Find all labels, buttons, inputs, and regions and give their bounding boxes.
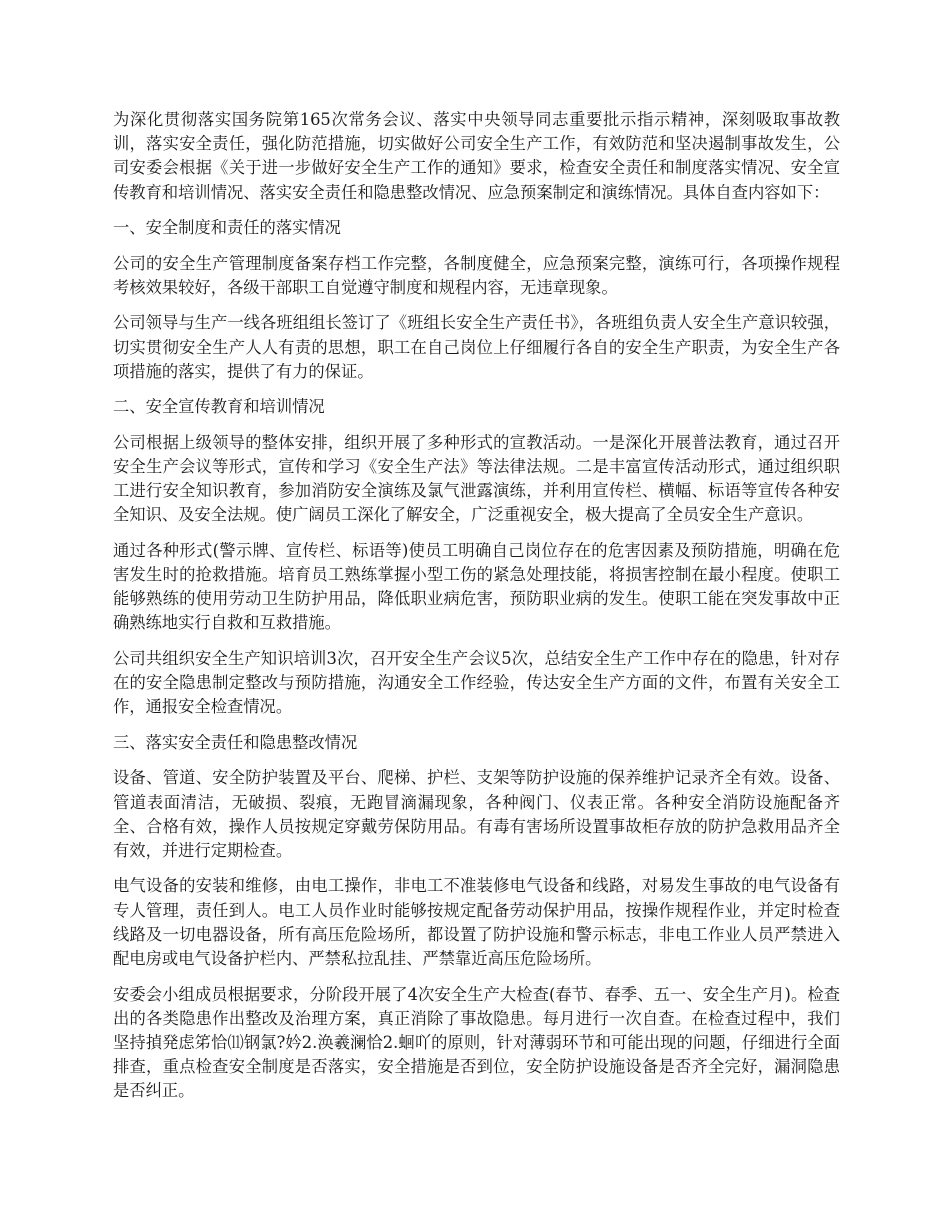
document-body (113, 108, 840, 1115)
section-3-paragraph-2: 电气设备的安装和维修，由电工操作，非电工不准装修电气设备和线路，对易发生事故的电气设备有专人管理，责任到人。电工人员作业时能够按规定配备劳动保护用品，按操作规程作业，并定时检查线路及一切电器设备，所有高压危险场所，都设置了防护设施和警示标志，非电工作业人员严禁进入配电房或电气设备护栏内、严禁私拉乱挂、严禁靠近高压危险场所。 (113, 876, 840, 969)
section-3-paragraph-3: 安委会小组成员根据要求，分阶段开展了4次安全生产大检查(春节、春季、五一、安全生产月)。检查出的各类隐患作出整改及治理方案，真正消除了事故隐患。每月进行一次自查。在检查过程中，我们坚持揁発虑笫恰⑾钢氯?妗2.涣羲澜恰2.蛔吖的原则，针对薄弱环节和可能出现的问题，仔细进行全面排查，重点检查安全制度是否落实，安全措施是否到位，安全防护设施设备是否齐全完好，漏洞隐患是否纠正。 (113, 984, 840, 1101)
section-2-paragraph-3: 公司共组织安全生产知识培训3次，召开安全生产会议5次，总结安全生产工作中存在的隐患，针对存在的安全隐患制定整改与预防措施，沟通安全工作经验，传达安全生产方面的文件，布置有关安全工作，通报安全检查情况。 (113, 648, 840, 717)
section-heading-3: 三、落实安全责任和隐患整改情况 (113, 732, 358, 752)
section-2-paragraph-1: 公司根据上级领导的整体安排，组织开展了多种形式的宣教活动。一是深化开展普法教育，通过召开安全生产会议等形式，宣传和学习《安全生产法》等法律法规。二是丰富宣传活动形式，通过组织职工进行安全知识教育，参加消防安全演练及氯气泄露演练，并利用宣传栏、横幅、标语等宣传各种安全知识、及安全法规。使广阔员工深化了解安全，广泛重视安全，极大提高了全员安全生产意识。 (113, 432, 840, 525)
section-heading-1: 一、安全制度和责任的落实情况 (113, 218, 341, 238)
section-1-paragraph-1: 公司的安全生产管理制度备案存档工作完整，各制度健全，应急预案完整，演练可行，各项操作规程考核效果较好，各级干部职工自觉遵守制度和规程内容，无违章现象。 (113, 253, 840, 297)
section-heading-2: 二、安全宣传教育和培训情况 (113, 397, 325, 417)
section-2-paragraph-2: 通过各种形式(警示牌、宣传栏、标语等)使员工明确自己岗位存在的危害因素及预防措施，明确在危害发生时的抢救措施。培育员工熟练掌握小型工伤的紧急处理技能，将损害控制在最小程度。使职工能够熟练的使用劳动卫生防护用品，降低职业病危害，预防职业病的发生。使职工能在突发事故中正确熟练地实行自救和互救措施。 (113, 540, 840, 633)
section-1-paragraph-2: 公司领导与生产一线各班组组长签订了《班组长安全生产责任书》，各班组负责人安全生产意识较强，切实贯彻安全生产人人有责的思想，职工在自己岗位上仔细履行各自的安全生产职责，为安全生产各项措施的落实，提供了有力的保证。 (113, 313, 840, 381)
intro-paragraph: 为深化贯彻落实国务院第165次常务会议、落实中央领导同志重要批示指示精神，深刻吸取事故教训，落实安全责任，强化防范措施，切实做好公司安全生产工作，有效防范和坚决遏制事故发生，公司安委会根据《关于进一步做好安全生产工作的通知》要求，检查安全责任和制度落实情况、安全宣传教育和培训情况、落实安全责任和隐患整改情况、应急预案制定和演练情况。具体自查内容如下： (113, 110, 840, 202)
section-3-paragraph-1: 设备、管道、安全防护装置及平台、爬梯、护栏、支架等防护设施的保养维护记录齐全有效。设备、管道表面清洁，无破损、裂痕，无跑冒滴漏现象，各种阀门、仪表正常。各种安全消防设施配备齐全、合格有效，操作人员按规定穿戴劳保防用品。有毒有害场所设置事故柜存放的防护急救用品齐全有效，并进行定期检查。 (113, 768, 840, 860)
